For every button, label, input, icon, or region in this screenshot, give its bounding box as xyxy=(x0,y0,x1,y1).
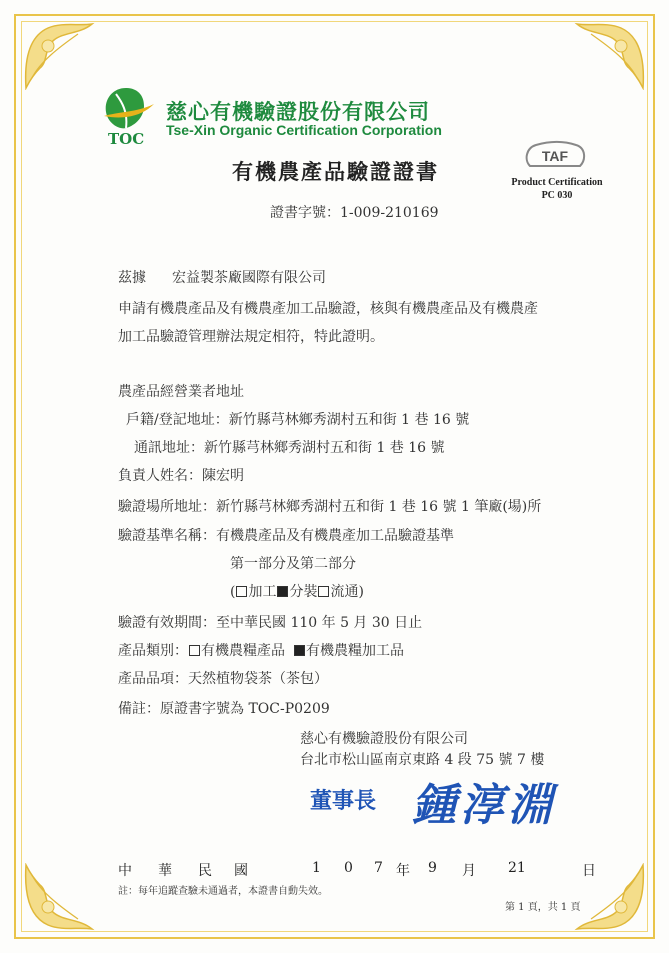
validity-period: 驗證有效期間：至中華民國 110 年 5 月 30 日止 xyxy=(118,615,423,631)
scope-packing: 分裝 xyxy=(289,584,318,600)
scope-close-paren: ) xyxy=(358,584,364,600)
checkbox-distribution-icon xyxy=(318,586,329,597)
address-heading: 農產品經營業者地址 xyxy=(118,384,244,400)
checkbox-category-1-icon xyxy=(189,645,200,656)
responsible-person: 負責人姓名：陳宏明 xyxy=(118,468,244,484)
date-char-2: 華 xyxy=(158,863,172,879)
date-year-digit-3: 7 xyxy=(374,860,383,876)
date-year-digit-2: 0 xyxy=(344,860,353,876)
taf-badge-text: TAF xyxy=(541,148,569,164)
corner-ornament-bottom-left xyxy=(18,863,96,935)
date-month: 9 xyxy=(428,860,437,876)
statement-line-1: 申請有機農產品及有機農產加工品驗證，核與有機農產品及有機農產 xyxy=(118,301,538,317)
page-number: 第 1 頁，共 1 頁 xyxy=(505,902,581,913)
corner-ornament-top-left xyxy=(18,18,96,90)
statement-line-2: 加工品驗證管理辦法規定相符，特此證明。 xyxy=(118,329,384,345)
certificate-number: 證書字號：1-009-210169 xyxy=(270,205,439,221)
scope-distribution: 流通 xyxy=(330,584,359,600)
footnote: 註：每年追蹤查驗未通過者，本證書自動失效。 xyxy=(118,886,328,897)
date-char-1: 中 xyxy=(118,863,132,879)
remarks: 備註：原證書字號為 TOC-P0209 xyxy=(118,701,330,717)
org-name-english: Tse-Xin Organic Certification Corporation xyxy=(166,122,442,138)
signature-text: 鍾淳淵 xyxy=(412,780,556,831)
org-name-chinese: 慈心有機驗證股份有限公司 xyxy=(166,99,430,124)
corner-ornament-top-right xyxy=(573,18,651,90)
chairman-signature xyxy=(408,772,598,834)
issue-date xyxy=(118,860,598,880)
category-line xyxy=(118,640,404,660)
chairman-label: 董事長 xyxy=(310,788,377,814)
standard-parts: 第一部分及第二部分 xyxy=(230,556,356,572)
date-year-digit-1: 1 xyxy=(312,860,321,876)
certificate-title: 有機農產品驗證證書 xyxy=(232,159,439,184)
grantee-line xyxy=(118,267,326,287)
site-address: 驗證場所地址：新竹縣芎林鄉秀湖村五和街 1 巷 16 號 1 筆廠(場)所 xyxy=(118,499,542,515)
category-option-1: 有機農糧產品 xyxy=(201,643,285,659)
taf-badge-icon xyxy=(520,140,590,170)
issuer-address: 台北市松山區南京東路 4 段 75 號 7 樓 xyxy=(300,752,545,768)
taf-code-text: PC 030 xyxy=(541,190,573,201)
mailing-address: 通訊地址：新竹縣芎林鄉秀湖村五和街 1 巷 16 號 xyxy=(134,440,445,456)
date-char-3: 民 xyxy=(198,863,212,879)
scope-line xyxy=(230,581,364,601)
date-day-label: 日 xyxy=(582,863,596,879)
checkbox-category-2-checked-icon xyxy=(294,645,305,656)
registered-address: 戶籍/登記地址：新竹縣芎林鄉秀湖村五和街 1 巷 16 號 xyxy=(126,412,470,428)
scope-open-paren: ( xyxy=(230,584,236,600)
issuer-name: 慈心有機驗證股份有限公司 xyxy=(300,731,468,747)
date-year-label: 年 xyxy=(396,863,410,879)
grantee-label: 茲據 xyxy=(118,270,146,286)
taf-certification-label xyxy=(498,176,616,202)
taf-label-text: Product Certification xyxy=(511,177,603,188)
category-option-2: 有機農糧加工品 xyxy=(306,643,404,659)
grantee-name: 宏益製茶廠國際有限公司 xyxy=(172,270,326,286)
category-label: 產品類別： xyxy=(118,643,188,659)
checkbox-packing-checked-icon xyxy=(277,586,288,597)
scope-processing: 加工 xyxy=(248,584,277,600)
date-day: 21 xyxy=(508,860,526,876)
date-month-label: 月 xyxy=(462,863,476,879)
checkbox-processing-icon xyxy=(236,586,247,597)
logo-text: TOC xyxy=(108,130,145,148)
date-char-4: 國 xyxy=(234,863,248,879)
product-item: 產品品項：天然植物袋茶（茶包） xyxy=(118,671,328,687)
standard-name: 驗證基準名稱：有機農產品及有機農產加工品驗證基準 xyxy=(118,528,454,544)
